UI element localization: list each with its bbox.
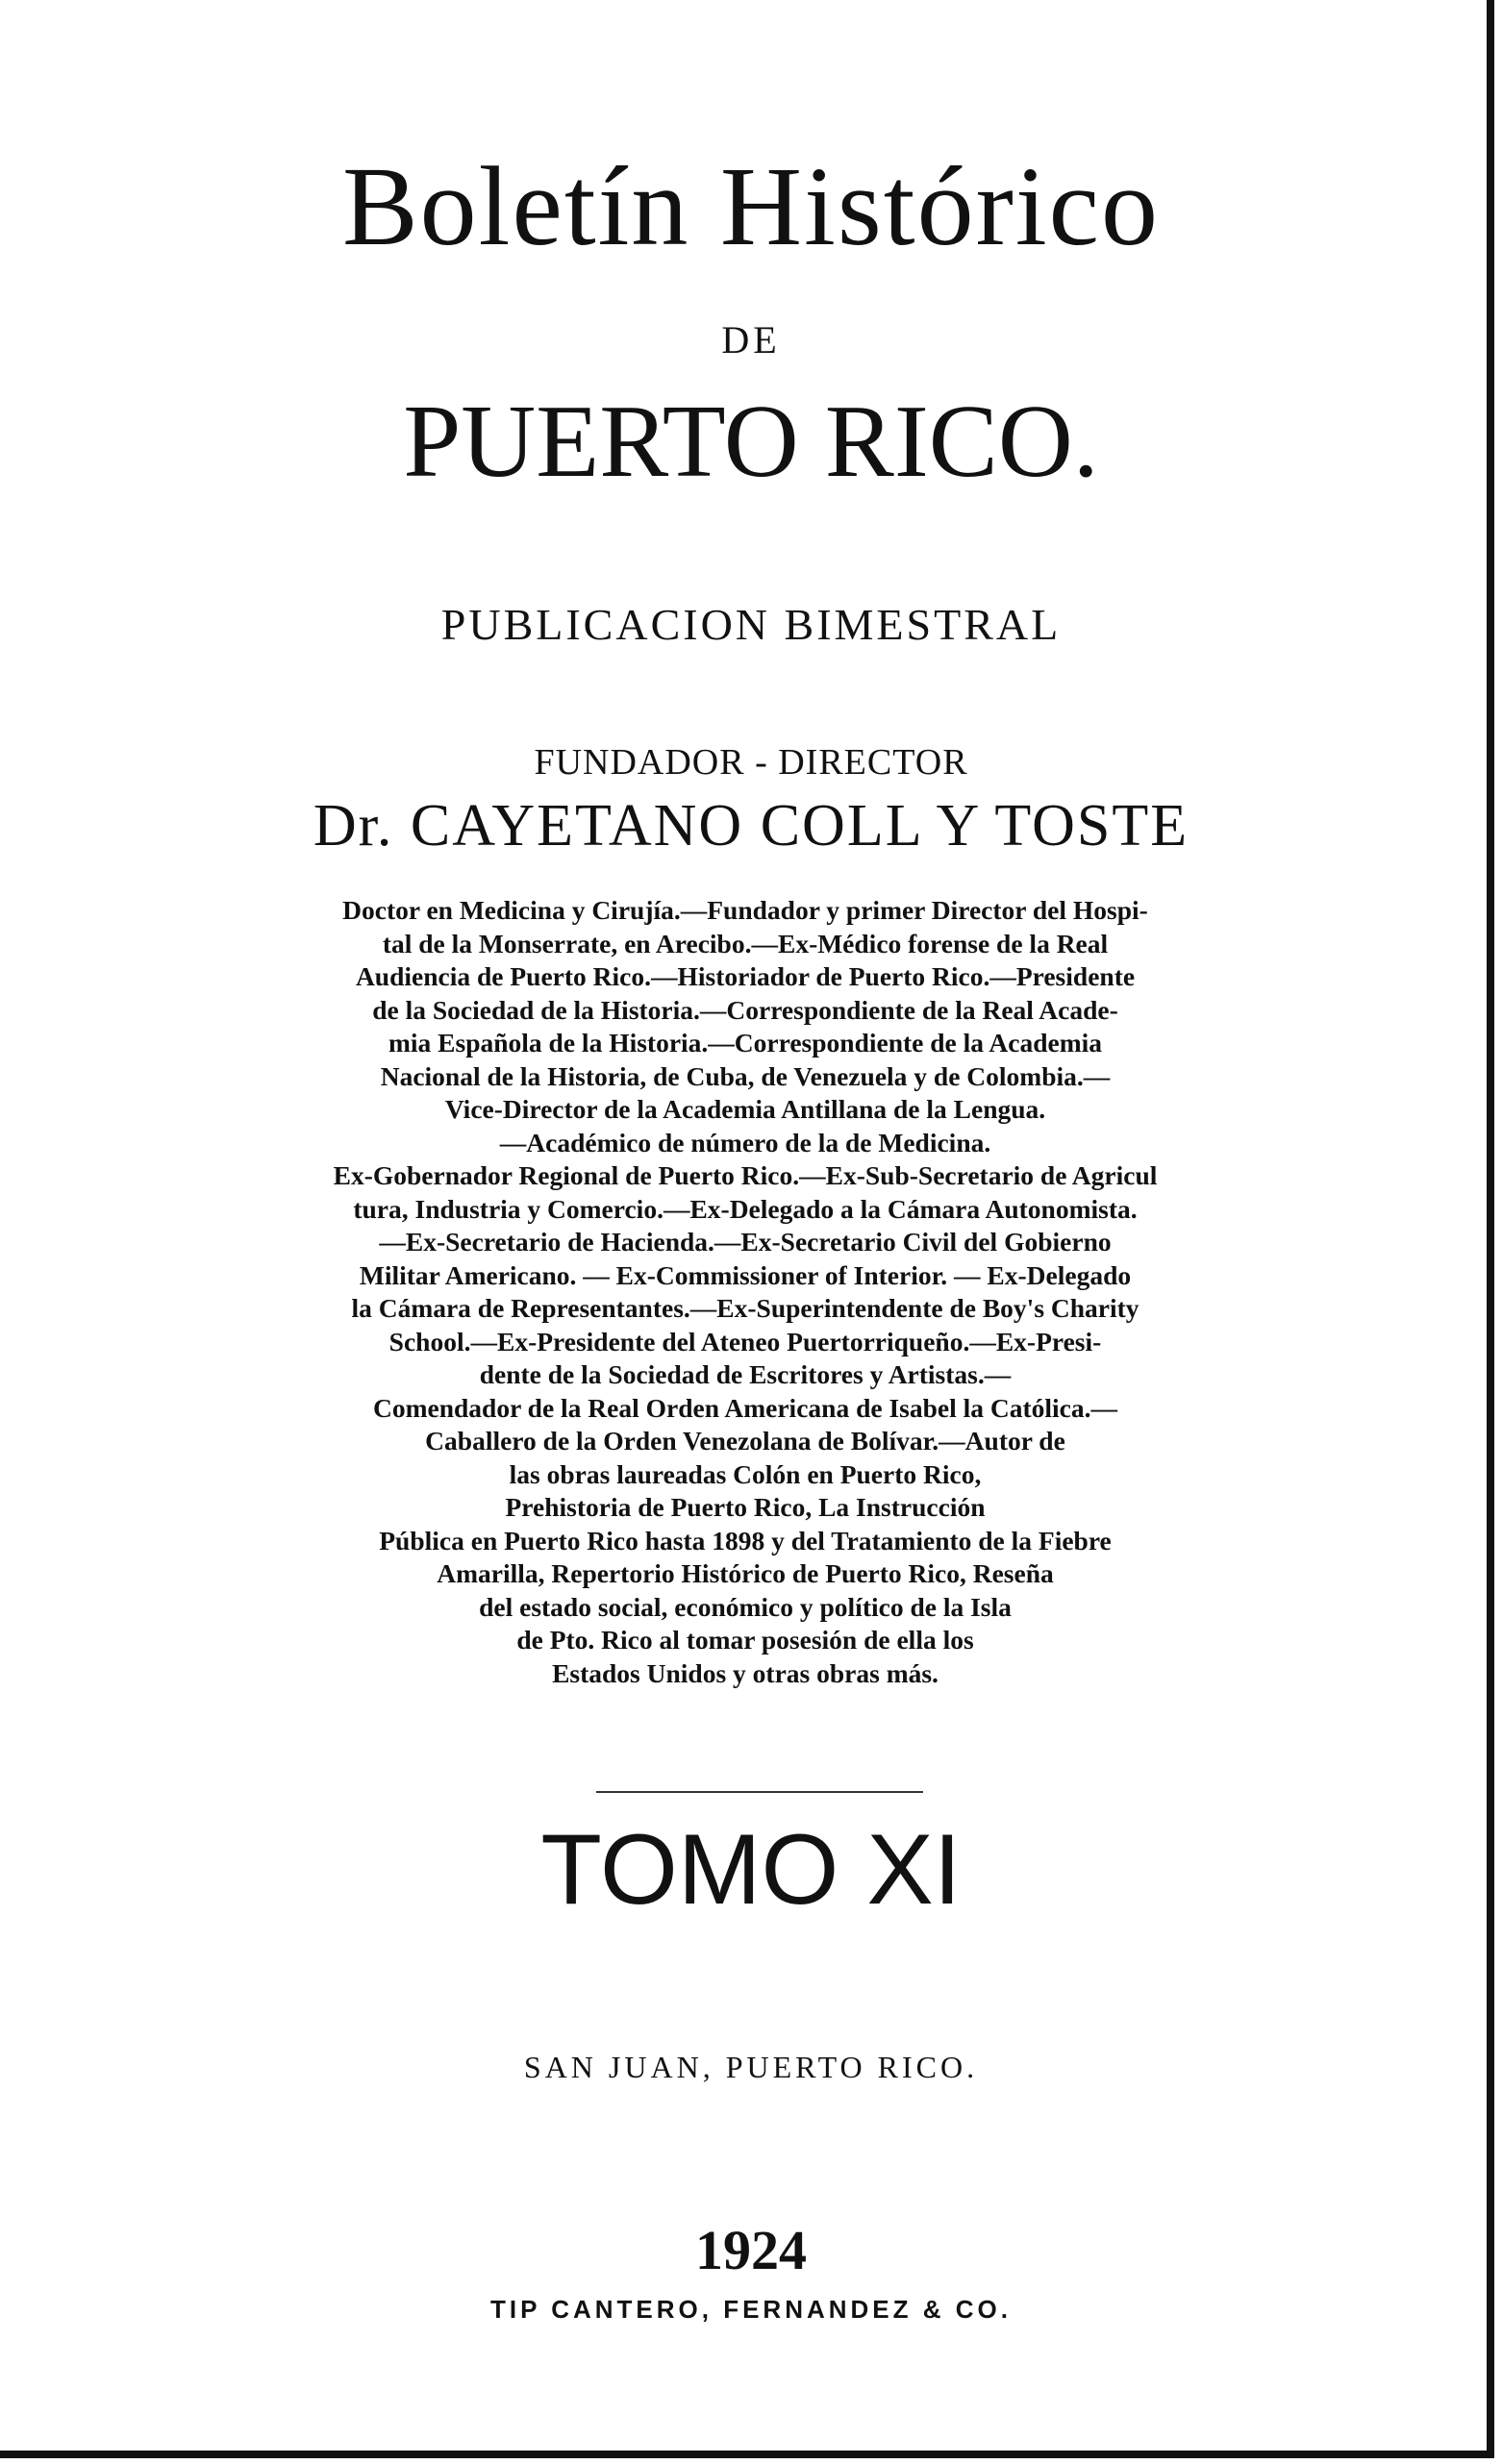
biography-line: Vice-Director de la Academia Antillana de la Lengua. xyxy=(444,1094,1046,1124)
founder-name: Dr. CAYETANO COLL Y TOSTE xyxy=(313,793,1189,859)
journal-title: Boletín Histórico xyxy=(341,143,1161,269)
founder-label: FUNDADOR - DIRECTOR xyxy=(534,742,968,783)
imprint-printer: TIP CANTERO, FERNANDEZ & CO. xyxy=(490,2295,1012,2324)
biography-line: —Académico de número de la de Medicina. xyxy=(499,1127,991,1157)
biography-line: Estados Unidos y otras obras más. xyxy=(552,1657,939,1688)
divider-rule xyxy=(596,1791,923,1793)
biography-line: dente de la Sociedad de Escritores y Artistas.— xyxy=(479,1359,1012,1389)
biography-line: Ex-Gobernador Regional de Puerto Rico.—Ex-Sub-Secretario de Agricul xyxy=(333,1160,1158,1190)
biography-line: Militar Americano. — Ex-Commissioner of Interior. — Ex-Delegado xyxy=(359,1259,1132,1290)
biography-line: —Ex-Secretario de Hacienda.—Ex-Secretario Civil del Gobierno xyxy=(379,1227,1112,1257)
biography-line: Prehistoria de Puerto Rico, La Instrucción xyxy=(505,1492,986,1522)
imprint-place: SAN JUAN, PUERTO RICO. xyxy=(523,2050,979,2084)
biography-line: de la Sociedad de la Historia.—Correspondiente de la Real Acade- xyxy=(372,994,1118,1025)
biography-line: de Pto. Rico al tomar posesión de ella los xyxy=(516,1625,974,1655)
founder-biography xyxy=(192,894,1298,1690)
biography-line: del estado social, económico y político de la Isla xyxy=(479,1591,1012,1622)
title-preposition: DE xyxy=(721,318,781,361)
biography-line: Caballero de la Orden Venezolana de Bolívar.—Autor de xyxy=(425,1426,1065,1456)
biography-line: mia Española de la Historia.—Correspondiente de la Academia xyxy=(388,1028,1102,1058)
imprint-year: 1924 xyxy=(695,2219,807,2281)
biography-line: Doctor en Medicina y Cirujía.—Fundador y primer Director del Hospi- xyxy=(342,895,1148,925)
publication-frequency: PUBLICACION BIMESTRAL xyxy=(440,600,1062,649)
biography-line: Audiencia de Puerto Rico.—Historiador de Puerto Rico.—Presidente xyxy=(355,961,1136,991)
biography-line: tura, Industria y Comercio.—Ex-Delegado a la Cámara Autonomista. xyxy=(353,1193,1138,1224)
biography-line: School.—Ex-Presidente del Ateneo Puertorriqueño.—Ex-Presi- xyxy=(388,1326,1102,1356)
biography-line: tal de la Monserrate, en Arecibo.—Ex-Médico forense de la Real xyxy=(382,928,1109,958)
biography-line: Comendador de la Real Orden Americana de Isabel la Católica.— xyxy=(372,1392,1118,1423)
biography-line: Nacional de la Historia, de Cuba, de Venezuela y de Colombia.— xyxy=(380,1060,1111,1091)
journal-place-title: PUERTO RICO. xyxy=(403,385,1099,499)
biography-line: Pública en Puerto Rico hasta 1898 y del Tratamiento de la Fiebre xyxy=(379,1525,1112,1556)
biography-line: las obras laureadas Colón en Puerto Rico, xyxy=(509,1458,982,1489)
biography-line: Amarilla, Repertorio Histórico de Puerto Rico, Reseña xyxy=(437,1558,1054,1588)
biography-line: la Cámara de Representantes.—Ex-Superintendente de Boy's Charity xyxy=(351,1293,1139,1323)
volume-label: TOMO XI xyxy=(540,1814,962,1926)
